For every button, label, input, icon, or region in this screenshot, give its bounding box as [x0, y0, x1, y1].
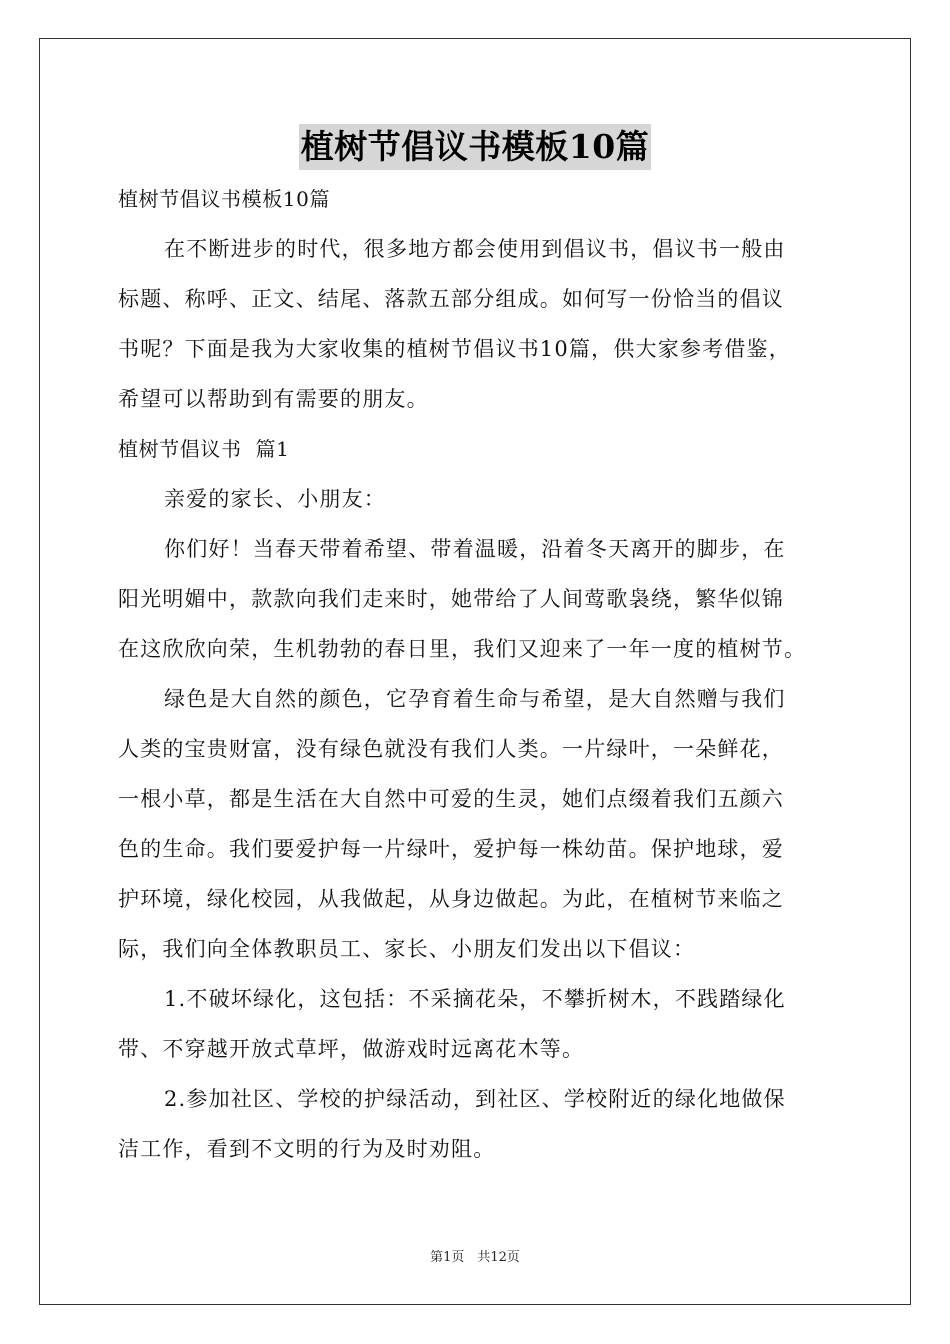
paragraph-line: 色的生命。我们要爱护每一片绿叶，爱护每一株幼苗。保护地球，爱 [118, 837, 784, 861]
intro-line: 标题、称呼、正文、结尾、落款五部分组成。如何写一份恰当的倡议 [118, 287, 784, 311]
paragraph-line: 绿色是大自然的颜色，它孕育着生命与希望，是大自然赠与我们 [164, 687, 786, 711]
page-footer: 第1页 共12页 [430, 1250, 520, 1265]
subtitle: 植树节倡议书模板10篇 [118, 187, 331, 211]
title-container [0, 124, 950, 170]
list-item-line: 2.参加社区、学校的护绿活动，到社区、学校附近的绿化地做保 [164, 1087, 786, 1111]
paragraph-line: 际，我们向全体教职员工、家长、小朋友们发出以下倡议： [118, 937, 696, 961]
intro-line: 在不断进步的时代，很多地方都会使用到倡议书，倡议书一般由 [164, 237, 786, 261]
intro-line: 书呢？下面是我为大家收集的植树节倡议书10篇，供大家参考借鉴， [118, 337, 791, 361]
paragraph-line: 护环境，绿化校园，从我做起，从身边做起。为此，在植树节来临之 [118, 887, 784, 911]
intro-line: 希望可以帮助到有需要的朋友。 [118, 387, 429, 411]
paragraph-line: 你们好！当春天带着希望、带着温暖，沿着冬天离开的脚步，在 [164, 537, 786, 561]
paragraph-line: 人类的宝贵财富，没有绿色就没有我们人类。一片绿叶，一朵鲜花， [118, 737, 784, 761]
list-item-line: 洁工作，看到不文明的行为及时劝阻。 [118, 1137, 496, 1161]
paragraph-line: 一根小草，都是生活在大自然中可爱的生灵，她们点缀着我们五颜六 [118, 787, 784, 811]
list-item-line: 带、不穿越开放式草坪，做游戏时远离花木等。 [118, 1037, 585, 1061]
document-body [118, 174, 838, 1174]
document-title: 植树节倡议书模板10篇 [299, 124, 651, 170]
salutation: 亲爱的家长、小朋友： [164, 487, 386, 511]
paragraph-line: 阳光明媚中，款款向我们走来时，她带给了人间莺歌袅绕，繁华似锦 [118, 587, 784, 611]
paragraph-line: 在这欣欣向荣，生机勃勃的春日里，我们又迎来了一年一度的植树节。 [118, 637, 807, 661]
section-heading: 植树节倡议书 篇1 [118, 437, 290, 461]
list-item-line: 1.不破坏绿化，这包括：不采摘花朵，不攀折树木，不践踏绿化 [164, 987, 786, 1011]
